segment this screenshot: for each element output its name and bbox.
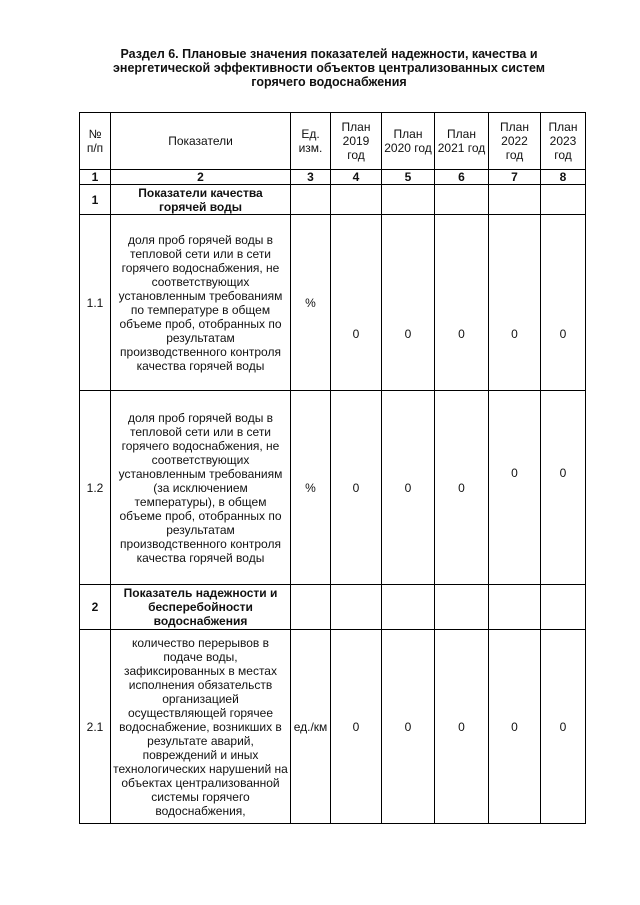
row-unit: % xyxy=(291,391,331,585)
row-value xyxy=(489,585,541,630)
section-title-line: горячего водоснабжения xyxy=(251,75,407,89)
row-value xyxy=(435,185,489,215)
row-value xyxy=(541,585,586,630)
column-number: 1 xyxy=(80,170,111,185)
row-value: 0 xyxy=(489,215,541,391)
header-plan-2023: План 2023 год xyxy=(541,113,586,170)
table-row xyxy=(80,215,586,391)
row-num: 2.1 xyxy=(80,630,111,824)
row-value: 0 xyxy=(435,630,489,824)
row-value: 0 xyxy=(382,391,435,585)
row-unit xyxy=(291,185,331,215)
row-value: 0 xyxy=(435,215,489,391)
row-unit: % xyxy=(291,215,331,391)
row-unit xyxy=(291,585,331,630)
column-number-row xyxy=(80,170,586,185)
table-row xyxy=(80,391,586,585)
row-name: Показатель надежности и бесперебойности водоснабжения xyxy=(111,585,291,630)
row-value: 0 xyxy=(331,391,382,585)
row-value: 0 xyxy=(541,630,586,824)
column-number: 7 xyxy=(489,170,541,185)
indicators-table xyxy=(79,112,586,824)
row-num: 1.1 xyxy=(80,215,111,391)
row-name: количество перерывов в подаче воды, зафиксированных в местах исполнения обязательств организацией осуществляющей горячее водоснабжение, возникших в результате аварий, повреждений и иных технологических нарушений на объектах централизованной системы горячего водоснабжения, xyxy=(111,630,291,824)
table-row xyxy=(80,630,586,824)
row-name: Показатели качества горячей воды xyxy=(111,185,291,215)
header-indicator: Показатели xyxy=(111,113,291,170)
row-num: 1 xyxy=(80,185,111,215)
header-plan-2020: План 2020 год xyxy=(382,113,435,170)
row-value: 0 xyxy=(489,391,541,585)
row-value: 0 xyxy=(489,630,541,824)
row-unit: ед./км xyxy=(291,630,331,824)
row-value xyxy=(331,585,382,630)
section-title-line: энергетической эффективности объектов централизованных систем xyxy=(112,61,546,75)
row-num: 2 xyxy=(80,585,111,630)
row-value: 0 xyxy=(382,215,435,391)
row-value: 0 xyxy=(331,630,382,824)
section-title-line: Раздел 6. Плановые значения показателей надежности, качества и xyxy=(120,47,538,61)
table-row xyxy=(80,585,586,630)
header-plan-2021: План 2021 год xyxy=(435,113,489,170)
row-value: 0 xyxy=(541,391,586,585)
row-num: 1.2 xyxy=(80,391,111,585)
column-number: 5 xyxy=(382,170,435,185)
row-value: 0 xyxy=(331,215,382,391)
header-row xyxy=(80,113,586,170)
row-value: 0 xyxy=(435,391,489,585)
row-name: доля проб горячей воды в тепловой сети или в сети горячего водоснабжения, не соответствующих установленным требованиям (за исключением температуры), в общем объеме проб, отобранных по результатам производственного контроля качества горячей воды xyxy=(111,391,291,585)
column-number: 8 xyxy=(541,170,586,185)
column-number: 4 xyxy=(331,170,382,185)
row-value xyxy=(331,185,382,215)
row-value xyxy=(489,185,541,215)
row-value xyxy=(382,585,435,630)
row-value xyxy=(541,185,586,215)
row-name: доля проб горячей воды в тепловой сети или в сети горячего водоснабжения, не соответствующих установленным требованиям по температуре в общем объеме проб, отобранных по результатам производственного контроля качества горячей воды xyxy=(111,215,291,391)
section-title xyxy=(80,47,578,89)
row-value xyxy=(435,585,489,630)
row-value: 0 xyxy=(541,215,586,391)
header-unit: Ед. изм. xyxy=(291,113,331,170)
header-plan-2019: План 2019 год xyxy=(331,113,382,170)
header-num: № п/п xyxy=(80,113,111,170)
column-number: 3 xyxy=(291,170,331,185)
column-number: 2 xyxy=(111,170,291,185)
row-value: 0 xyxy=(382,630,435,824)
column-number: 6 xyxy=(435,170,489,185)
row-value xyxy=(382,185,435,215)
header-plan-2022: План 2022 год xyxy=(489,113,541,170)
table-row xyxy=(80,185,586,215)
